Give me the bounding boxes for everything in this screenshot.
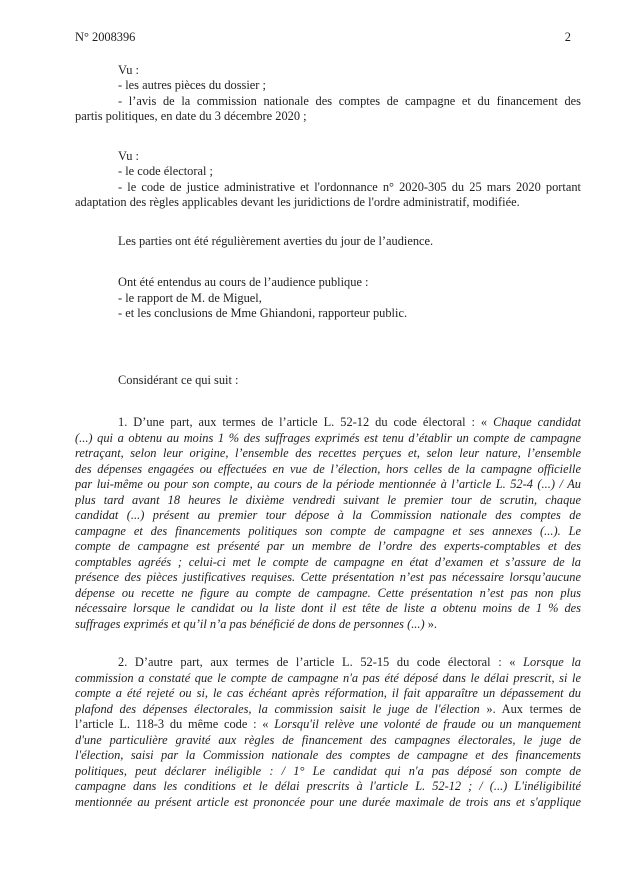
text-line <box>75 686 581 702</box>
text-line <box>75 601 581 617</box>
text-line <box>75 764 581 780</box>
text-line <box>75 94 581 110</box>
audience-block <box>75 275 581 322</box>
italic-text-run: nécessaire lorsque le candidat ou la liste dont il est tête de liste a obtenu moins de 1 % des <box>75 601 581 615</box>
text-line <box>75 234 581 250</box>
page-header <box>75 30 581 46</box>
text-run: ». Aux termes de <box>486 701 581 716</box>
text-run: Ont été entendus au cours de l’audience publique : <box>118 275 369 289</box>
text-run: - le rapport de M. de Miguel, <box>118 290 262 305</box>
text-line <box>75 702 581 718</box>
paragraph-1 <box>75 415 581 632</box>
text-line <box>75 671 581 687</box>
page-number: 2 <box>564 30 571 44</box>
text-run: adaptation des règles applicables devant les juridictions de l'ordre administratif, modifiée. <box>75 195 520 209</box>
text-line <box>75 78 581 94</box>
text-run: Vu : <box>118 148 139 163</box>
text-run: - le code électoral ; <box>118 164 213 178</box>
text-line <box>75 539 581 555</box>
text-line <box>75 748 581 764</box>
text-run: - l’avis de la commission nationale des comptes de campagne et du financement des <box>118 93 581 108</box>
italic-text-run: (...) qui a obtenu au moins 1 % des suffrages exprimés est tenu d’établir un compte de campagne <box>75 430 581 445</box>
text-line <box>75 291 581 307</box>
text-run: - les autres pièces du dossier ; <box>118 78 266 92</box>
italic-text-run: plafond des dépenses électorales, la commission saisit le juge de l'élection <box>75 701 487 716</box>
italic-text-run: Lorsque la <box>523 655 581 669</box>
text-line <box>75 164 581 180</box>
text-line <box>75 462 581 478</box>
text-line <box>75 795 581 811</box>
italic-text-run: suffrages exprimés et qu’il n’a pas bénéficié de dons de personnes (...) <box>75 616 428 631</box>
text-run: partis politiques, en date du 3 décembre 2020 ; <box>75 109 307 123</box>
visa-block-2 <box>75 149 581 211</box>
text-run: - et les conclusions de Mme Ghiandoni, rapporteur public. <box>118 306 408 320</box>
italic-text-run: d'une particulière gravité aux règles de financement des campagnes électorales, le juge de <box>75 732 581 747</box>
text-run: l’article L. 118-3 du même code : « <box>75 717 275 731</box>
italic-text-run: commission a constaté que le compte de campagne n'a pas été déposé dans le délai prescrit, si le <box>75 670 581 685</box>
text-line <box>75 195 581 211</box>
visa-block-1 <box>75 63 581 125</box>
text-line <box>75 655 581 671</box>
italic-text-run: par lui-même ou pour son compte, au cours de la période mentionnée à l’article L. 52-4 (...) / Au <box>75 477 581 491</box>
text-run: - le code de justice administrative et l'ordonnance n° 2020-305 du 25 mars 2020 portant <box>118 179 581 194</box>
text-line <box>75 180 581 196</box>
text-run: ». <box>427 616 438 631</box>
considerant-heading <box>75 373 581 389</box>
text-line <box>75 431 581 447</box>
text-line <box>75 508 581 524</box>
italic-text-run: Lorsqu'il relève une volonté de fraude ou un manquement <box>274 717 581 731</box>
italic-text-run: campagne et des financements politiques son compte de campagne et ses annexes (...). Le <box>75 523 581 538</box>
document-body <box>75 63 581 811</box>
text-line <box>75 570 581 586</box>
text-line <box>75 779 581 795</box>
text-line <box>75 477 581 493</box>
italic-text-run: politiques, peut déclarer inéligible : / 1° Le candidat qui n'a pas déposé son compte de <box>75 763 581 778</box>
paragraph-2 <box>75 655 581 810</box>
italic-text-run: des dépenses engagées ou effectuées en vue de l’élection, hors celles de la campagne officielle <box>75 461 581 476</box>
text-run: 2. D’autre part, aux termes de l’article L. 52-15 du code électoral : « <box>118 655 524 669</box>
italic-text-run: l'élection, saisi par la Commission nationale des comptes de campagne et des financements <box>75 748 581 762</box>
text-line <box>75 446 581 462</box>
italic-text-run: compte de campagne est présenté par un membre de l’ordre des experts-comptables et des <box>75 539 581 553</box>
text-line <box>75 306 581 322</box>
text-line <box>75 275 581 291</box>
italic-text-run: candidat (...) présent au premier tour dépose à la Commission nationale des comptes de <box>75 508 581 522</box>
italic-text-run: présence des pièces justificatives requises. Cette présentation n’est pas nécessaire lorsqu’aucune <box>75 570 581 584</box>
italic-text-run: plus tard avant 18 heures le dixième vendredi suivant le premier tour de scrutin, chaque <box>75 492 581 507</box>
text-run: Vu : <box>118 62 139 77</box>
text-line <box>75 373 581 389</box>
text-run: Considérant ce qui suit : <box>118 372 239 387</box>
text-line <box>75 524 581 540</box>
italic-text-run: Chaque candidat <box>493 415 581 429</box>
text-run: Les parties ont été régulièrement averties du jour de l’audience. <box>118 233 434 248</box>
document-number: N° 2008396 <box>75 30 136 44</box>
italic-text-run: dépense ou recette ne figure au compte de campagne. Cette présentation n’est pas non plus <box>75 585 581 600</box>
italic-text-run: compte a été rejeté ou si, le cas échéant après réformation, il fait apparaître un dépassement du <box>75 686 581 700</box>
italic-text-run: comptables agréés ; celui-ci met le compte de campagne en état d’examen et s’assure de la <box>75 554 581 569</box>
text-line <box>75 149 581 165</box>
text-line <box>75 586 581 602</box>
text-run: 1. D’une part, aux termes de l’article L. 52-12 du code électoral : « <box>118 415 494 429</box>
text-line <box>75 63 581 79</box>
italic-text-run: campagne dans les conditions et le délai prescrits à l'article L. 52-12 ; / (...) L'inéligibilité <box>75 779 581 793</box>
text-line <box>75 733 581 749</box>
text-line <box>75 493 581 509</box>
italic-text-run: retraçant, selon leur origine, l’ensemble des recettes perçues et, selon leur nature, l’ensemble <box>75 446 581 460</box>
text-line <box>75 415 581 431</box>
text-line <box>75 555 581 571</box>
text-line <box>75 109 581 125</box>
text-line <box>75 717 581 733</box>
text-line <box>75 617 581 633</box>
parties-notice <box>75 234 581 250</box>
italic-text-run: mentionnée au présent article est prononcée pour une durée maximale de trois ans et s'applique <box>75 794 581 809</box>
